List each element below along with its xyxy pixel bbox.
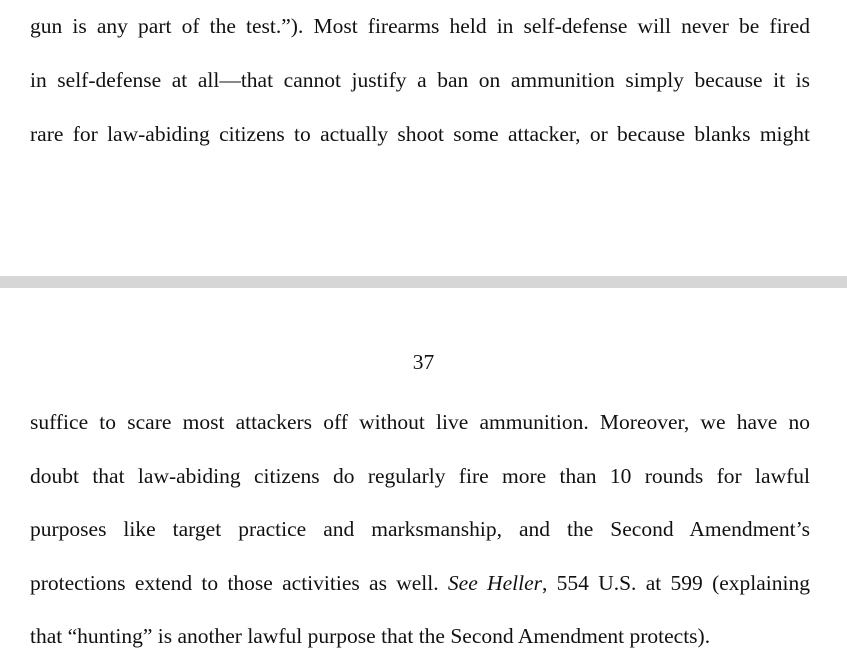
document-page-bottom <box>0 288 847 667</box>
text-line: suffice to scare most attackers off without live ammunition. Moreover, we have no <box>30 410 810 434</box>
text-line: rare for law-abiding citizens to actually shoot some attacker, or because blanks might <box>30 122 810 146</box>
document-page-top <box>0 0 847 276</box>
case-citation: See Heller <box>447 571 542 595</box>
page-number: 37 <box>412 350 435 374</box>
text-line: in self-defense at all—that cannot justify a ban on ammunition simply because it is <box>30 68 810 92</box>
text-line: purposes like target practice and marksmanship, and the Second Amendment’s <box>30 517 810 541</box>
page-separator <box>0 276 847 288</box>
citation-text-before: protections extend to those activities as well. <box>30 571 448 595</box>
citation-text-after: , 554 U.S. at 599 (explaining <box>541 571 810 595</box>
text-line: doubt that law-abiding citizens do regularly fire more than 10 rounds for lawful <box>30 464 810 488</box>
citation-line <box>30 570 810 596</box>
text-line: gun is any part of the test.”). Most firearms held in self-defense will never be fired <box>30 14 810 38</box>
text-line: that “hunting” is another lawful purpose that the Second Amendment protects). <box>30 624 711 648</box>
